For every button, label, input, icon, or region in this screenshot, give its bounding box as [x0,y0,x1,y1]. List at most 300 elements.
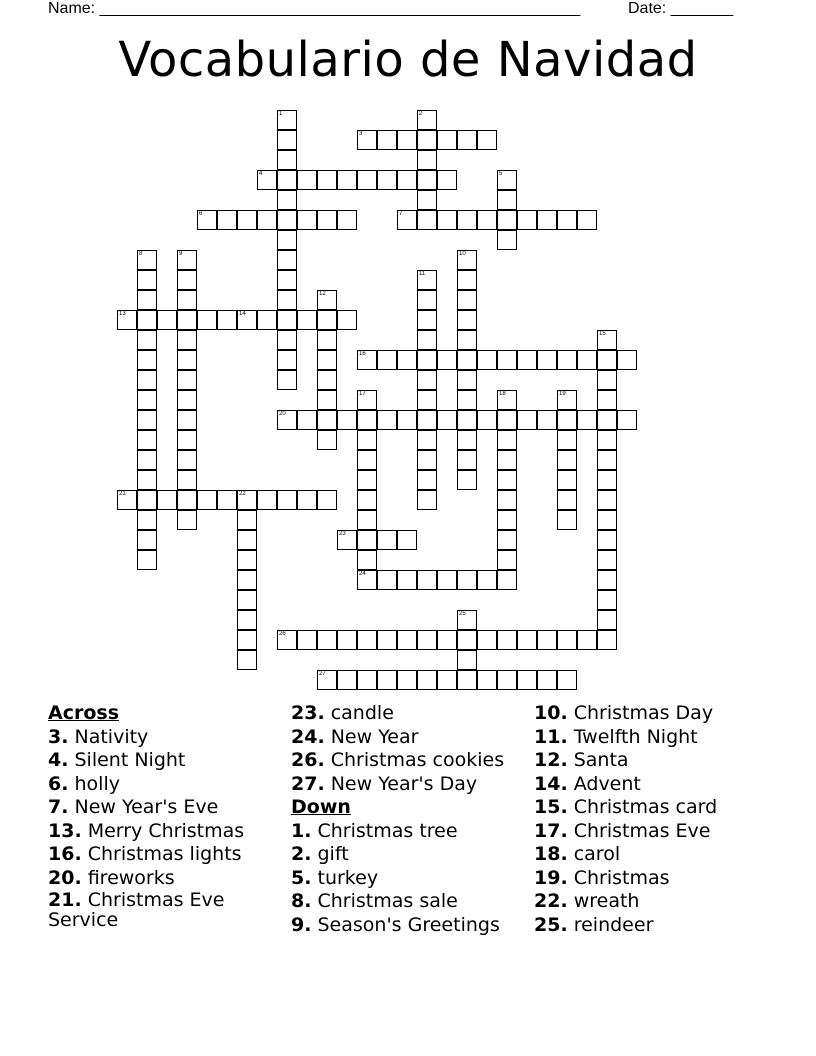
grid-cell[interactable] [277,190,297,210]
grid-cell[interactable] [397,670,417,690]
clue-down-22: 22. wreath [534,890,640,912]
grid-cell[interactable] [417,470,437,490]
clue-down-25: 25. reindeer [534,913,654,936]
grid-cell[interactable] [137,270,157,290]
clue-number: 12 [319,291,326,297]
grid-cell[interactable] [417,630,437,650]
grid-cell[interactable] [497,450,517,470]
grid-cell[interactable] [317,350,337,370]
grid-cell[interactable] [417,570,437,590]
grid-cell[interactable] [397,350,417,370]
grid-cell[interactable] [397,170,417,190]
grid-cell[interactable] [537,670,557,690]
clue-across-7: 7. New Year's Eve [48,796,219,818]
grid-cell[interactable] [337,670,357,690]
clue-number: 27 [319,671,326,677]
grid-cell[interactable] [577,410,597,430]
grid-cell[interactable] [137,430,157,450]
clue-across-21: 21. Christmas Eve Service [48,889,225,931]
grid-cell[interactable] [477,670,497,690]
grid-cell[interactable] [337,170,357,190]
clue-across-27: 27. New Year's Day [291,772,478,795]
grid-cell[interactable] [537,410,557,430]
grid-cell[interactable] [597,550,617,570]
grid-cell[interactable] [457,310,477,330]
grid-cell[interactable] [497,670,517,690]
grid-cell[interactable] [457,650,477,670]
grid-cell[interactable] [557,510,577,530]
grid-cell[interactable] [417,450,437,470]
grid-cell[interactable] [497,430,517,450]
grid-cell[interactable] [457,370,477,390]
grid-cell[interactable] [277,490,297,510]
grid-cell[interactable] [417,370,437,390]
grid-cell[interactable] [337,630,357,650]
grid-cell[interactable] [377,670,397,690]
grid-cell[interactable] [297,630,317,650]
clue-number: 10 [459,251,466,257]
grid-cell[interactable] [257,210,277,230]
grid-cell[interactable] [237,490,257,510]
grid-cell[interactable] [337,530,357,550]
grid-cell[interactable] [397,130,417,150]
grid-cell[interactable] [537,630,557,650]
grid-cell[interactable] [457,570,477,590]
clue-number: 3 [359,131,363,137]
grid-cell[interactable] [297,410,317,430]
grid-cell[interactable] [417,130,437,150]
grid-cell[interactable] [177,470,197,490]
grid-cell[interactable] [317,170,337,190]
grid-cell[interactable] [597,370,617,390]
grid-cell[interactable] [177,510,197,530]
grid-cell[interactable] [437,410,457,430]
grid-cell[interactable] [537,210,557,230]
down-heading: Down [291,796,351,818]
clue-down-11: 11. Twelfth Night [534,725,698,748]
grid-cell[interactable] [357,170,377,190]
grid-cell[interactable] [317,390,337,410]
grid-cell[interactable] [237,310,257,330]
grid-cell[interactable] [277,290,297,310]
grid-cell[interactable] [197,310,217,330]
grid-cell[interactable] [417,310,437,330]
clue-number: 19 [559,391,566,397]
grid-cell[interactable] [317,430,337,450]
grid-cell[interactable] [437,130,457,150]
name-field-label[interactable]: Name: ______________________________________________________ [48,0,581,17]
grid-cell[interactable] [597,450,617,470]
grid-cell[interactable] [417,350,437,370]
clue-down-18: 18. carol [534,843,621,865]
grid-cell[interactable] [457,610,477,630]
grid-cell[interactable] [237,550,257,570]
grid-cell[interactable] [177,490,197,510]
grid-cell[interactable] [337,410,357,430]
grid-cell[interactable] [497,530,517,550]
grid-cell[interactable] [617,350,637,370]
grid-cell[interactable] [317,410,337,430]
grid-cell[interactable] [557,490,577,510]
clue-down-8: 8. Christmas sale [291,890,458,912]
grid-cell[interactable] [137,330,157,350]
clue-across-20: 20. fireworks [48,866,175,889]
grid-cell[interactable] [177,450,197,470]
grid-cell[interactable] [157,310,177,330]
grid-cell[interactable] [457,450,477,470]
grid-cell[interactable] [137,290,157,310]
clue-down-2: 2. gift [291,843,349,865]
clue-down-15: 15. Christmas card [534,796,718,818]
clue-number: 21 [119,491,126,497]
grid-cell[interactable] [177,350,197,370]
grid-cell[interactable] [237,210,257,230]
grid-cell[interactable] [557,410,577,430]
grid-cell[interactable] [177,430,197,450]
grid-cell[interactable] [377,350,397,370]
grid-cell[interactable] [237,530,257,550]
clue-number: 6 [199,211,203,217]
grid-cell[interactable] [597,410,617,430]
grid-cell[interactable] [597,430,617,450]
grid-cell[interactable] [457,270,477,290]
grid-cell[interactable] [477,410,497,430]
across-heading: Across [48,702,120,724]
grid-cell[interactable] [557,390,577,410]
grid-cell[interactable] [357,630,377,650]
grid-cell[interactable] [517,410,537,430]
grid-cell[interactable] [517,210,537,230]
grid-cell[interactable] [337,310,357,330]
grid-cell[interactable] [297,210,317,230]
grid-cell[interactable] [497,210,517,230]
grid-cell[interactable] [357,470,377,490]
grid-cell[interactable] [417,150,437,170]
grid-cell[interactable] [237,650,257,670]
grid-cell[interactable] [417,490,437,510]
grid-cell[interactable] [237,570,257,590]
grid-cell[interactable] [457,250,477,270]
grid-cell[interactable] [117,310,137,330]
clue-number: 8 [139,251,143,257]
grid-cell[interactable] [517,630,537,650]
grid-cell[interactable] [297,490,317,510]
grid-cell[interactable] [377,170,397,190]
grid-cell[interactable] [277,350,297,370]
grid-cell[interactable] [137,250,157,270]
grid-cell[interactable] [557,670,577,690]
grid-cell[interactable] [317,370,337,390]
grid-cell[interactable] [317,630,337,650]
grid-cell[interactable] [457,430,477,450]
grid-cell[interactable] [217,210,237,230]
grid-cell[interactable] [517,670,537,690]
clue-across-4: 4. Silent Night [48,749,186,771]
grid-cell[interactable] [137,510,157,530]
grid-cell[interactable] [357,570,377,590]
grid-cell[interactable] [477,630,497,650]
clue-down-19: 19. Christmas [534,866,670,889]
grid-cell[interactable] [277,310,297,330]
clue-across-26: 26. Christmas cookies [291,749,505,771]
grid-cell[interactable] [417,430,437,450]
grid-cell[interactable] [317,490,337,510]
clue-number: 26 [279,631,286,637]
grid-cell[interactable] [277,170,297,190]
grid-cell[interactable] [597,330,617,350]
grid-cell[interactable] [137,370,157,390]
grid-cell[interactable] [457,210,477,230]
grid-cell[interactable] [557,350,577,370]
grid-cell[interactable] [417,390,437,410]
grid-cell[interactable] [197,210,217,230]
grid-cell[interactable] [457,470,477,490]
grid-cell[interactable] [457,390,477,410]
grid-cell[interactable] [257,310,277,330]
grid-cell[interactable] [497,170,517,190]
grid-cell[interactable] [437,170,457,190]
grid-cell[interactable] [237,630,257,650]
grid-cell[interactable] [377,410,397,430]
grid-cell[interactable] [297,170,317,190]
grid-cell[interactable] [477,210,497,230]
grid-cell[interactable] [177,290,197,310]
grid-cell[interactable] [597,630,617,650]
grid-cell[interactable] [537,350,557,370]
grid-cell[interactable] [457,350,477,370]
clue-across-3: 3. Nativity [48,725,149,748]
grid-cell[interactable] [117,490,137,510]
grid-cell[interactable] [177,250,197,270]
grid-cell[interactable] [497,470,517,490]
grid-cell[interactable] [497,230,517,250]
grid-cell[interactable] [577,210,597,230]
clue-number: 22 [239,491,246,497]
clue-number: 18 [499,391,506,397]
grid-cell[interactable] [277,410,297,430]
grid-cell[interactable] [137,390,157,410]
clue-down-17: 17. Christmas Eve [534,819,711,842]
grid-cell[interactable] [357,450,377,470]
clue-across-13: 13. Merry Christmas [48,819,245,842]
grid-cell[interactable] [277,370,297,390]
grid-cell[interactable] [137,530,157,550]
grid-cell[interactable] [497,510,517,530]
grid-cell[interactable] [177,330,197,350]
grid-cell[interactable] [497,350,517,370]
grid-cell[interactable] [257,490,277,510]
grid-cell[interactable] [437,210,457,230]
grid-cell[interactable] [477,130,497,150]
clue-down-5: 5. turkey [291,866,379,889]
grid-cell[interactable] [277,230,297,250]
grid-cell[interactable] [497,190,517,210]
grid-cell[interactable] [597,610,617,630]
grid-cell[interactable] [437,570,457,590]
grid-cell[interactable] [357,390,377,410]
clue-number: 24 [359,571,366,577]
grid-cell[interactable] [277,250,297,270]
clue-across-24: 24. New Year [291,725,419,748]
grid-cell[interactable] [317,670,337,690]
grid-cell[interactable] [417,410,437,430]
grid-cell[interactable] [397,410,417,430]
grid-cell[interactable] [297,310,317,330]
clue-column-2 [291,702,504,937]
grid-cell[interactable] [357,430,377,450]
grid-cell[interactable] [557,430,577,450]
grid-cell[interactable] [357,510,377,530]
grid-cell[interactable] [357,670,377,690]
grid-cell[interactable] [277,330,297,350]
grid-cell[interactable] [277,210,297,230]
grid-cell[interactable] [557,470,577,490]
grid-cell[interactable] [597,590,617,610]
grid-cell[interactable] [497,390,517,410]
grid-cell[interactable] [437,350,457,370]
clue-across-23: 23. candle [291,702,394,724]
grid-cell[interactable] [557,630,577,650]
grid-cell[interactable] [137,450,157,470]
grid-cell[interactable] [177,390,197,410]
grid-cell[interactable] [237,590,257,610]
clue-number: 1 [279,111,283,117]
grid-cell[interactable] [497,570,517,590]
grid-cell[interactable] [197,490,217,510]
grid-cell[interactable] [497,410,517,430]
grid-cell[interactable] [177,410,197,430]
clue-number: 20 [279,411,286,417]
grid-cell[interactable] [357,550,377,570]
clue-down-10: 10. Christmas Day [534,702,714,724]
grid-cell[interactable] [137,470,157,490]
grid-cell[interactable] [457,130,477,150]
grid-cell[interactable] [277,270,297,290]
grid-cell[interactable] [137,350,157,370]
clue-number: 4 [259,171,263,177]
grid-cell[interactable] [357,490,377,510]
grid-cell[interactable] [557,450,577,470]
grid-cell[interactable] [377,130,397,150]
clue-across-6: 6. holly [48,772,120,795]
grid-cell[interactable] [217,490,237,510]
grid-cell[interactable] [137,310,157,330]
clue-down-14: 14. Advent [534,772,641,795]
clue-number: 23 [339,531,346,537]
grid-cell[interactable] [317,310,337,330]
grid-cell[interactable] [597,490,617,510]
grid-cell[interactable] [457,630,477,650]
grid-cell[interactable] [317,290,337,310]
page-title: Vocabulario de Navidad [118,32,698,88]
grid-cell[interactable] [357,530,377,550]
grid-cell[interactable] [477,350,497,370]
clue-column-3 [534,702,717,937]
grid-cell[interactable] [597,570,617,590]
grid-cell[interactable] [597,510,617,530]
grid-cell[interactable] [597,530,617,550]
grid-cell[interactable] [417,670,437,690]
grid-cell[interactable] [437,630,457,650]
grid-cell[interactable] [177,370,197,390]
clue-across-16: 16. Christmas lights [48,843,242,865]
clue-number: 16 [359,351,366,357]
grid-cell[interactable] [497,630,517,650]
grid-cell[interactable] [477,570,497,590]
grid-cell[interactable] [177,310,197,330]
grid-cell[interactable] [277,150,297,170]
grid-cell[interactable] [357,350,377,370]
grid-cell[interactable] [457,330,477,350]
grid-cell[interactable] [397,210,417,230]
clue-down-1: 1. Christmas tree [291,819,458,842]
grid-cell[interactable] [277,110,297,130]
grid-cell[interactable] [137,410,157,430]
grid-cell[interactable] [417,270,437,290]
grid-cell[interactable] [417,110,437,130]
grid-cell[interactable] [457,670,477,690]
clue-number: 9 [179,251,183,257]
grid-cell[interactable] [277,130,297,150]
grid-cell[interactable] [377,570,397,590]
grid-cell[interactable] [137,490,157,510]
grid-cell[interactable] [317,210,337,230]
clue-number: 13 [119,311,126,317]
grid-cell[interactable] [417,190,437,210]
grid-cell[interactable] [357,130,377,150]
grid-cell[interactable] [417,290,437,310]
grid-cell[interactable] [137,550,157,570]
grid-cell[interactable] [437,670,457,690]
clue-down-12: 12. Santa [534,749,629,771]
grid-cell[interactable] [217,310,237,330]
grid-cell[interactable] [237,510,257,530]
grid-cell[interactable] [277,630,297,650]
clue-number: 14 [239,311,246,317]
grid-cell[interactable] [557,210,577,230]
grid-cell[interactable] [497,490,517,510]
grid-cell[interactable] [457,410,477,430]
grid-cell[interactable] [597,350,617,370]
grid-cell[interactable] [617,410,637,430]
grid-cell[interactable] [337,210,357,230]
grid-cell[interactable] [397,530,417,550]
grid-cell[interactable] [597,470,617,490]
grid-cell[interactable] [257,170,277,190]
grid-cell[interactable] [397,630,417,650]
date-field-label[interactable]: Date: _______ [628,0,733,17]
grid-cell[interactable] [377,530,397,550]
grid-cell[interactable] [577,350,597,370]
clue-number: 25 [459,611,466,617]
grid-cell[interactable] [497,550,517,570]
grid-cell[interactable] [317,330,337,350]
grid-cell[interactable] [577,630,597,650]
grid-cell[interactable] [457,290,477,310]
grid-cell[interactable] [517,350,537,370]
clue-number: 15 [599,331,606,337]
grid-cell[interactable] [397,570,417,590]
grid-cell[interactable] [417,210,437,230]
grid-cell[interactable] [157,490,177,510]
grid-cell[interactable] [377,630,397,650]
grid-cell[interactable] [357,410,377,430]
grid-cell[interactable] [597,390,617,410]
grid-cell[interactable] [177,270,197,290]
grid-cell[interactable] [237,610,257,630]
grid-cell[interactable] [417,330,437,350]
grid-cell[interactable] [417,170,437,190]
